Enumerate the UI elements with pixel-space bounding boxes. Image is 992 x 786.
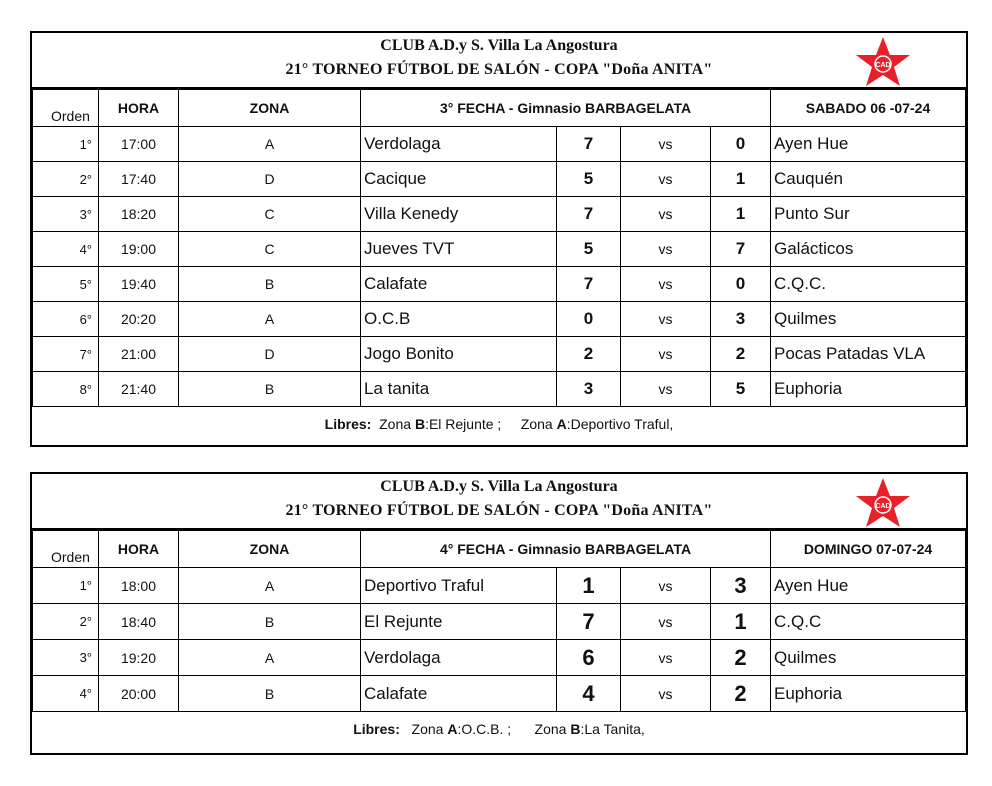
libres-team: :El Rejunte ;: [425, 416, 502, 432]
away-score: 3: [711, 302, 771, 337]
away-score: 2: [711, 337, 771, 372]
away-score: 2: [711, 676, 771, 712]
table-row: [33, 640, 966, 676]
match-orden: 4°: [33, 232, 99, 267]
home-team: La tanita: [361, 372, 557, 407]
home-team: Jogo Bonito: [361, 337, 557, 372]
libres-note: [32, 407, 966, 441]
club-star-logo-icon: [846, 35, 920, 89]
table-row: [33, 676, 966, 712]
match-zona: C: [179, 197, 361, 232]
match-orden: 8°: [33, 372, 99, 407]
home-score: 7: [557, 197, 621, 232]
match-zona: B: [179, 604, 361, 640]
libres-zone-prefix: Zona: [520, 416, 557, 432]
home-team: Cacique: [361, 162, 557, 197]
col-fecha: 3° FECHA - Gimnasio BARBAGELATA: [361, 90, 771, 127]
away-score: 5: [711, 372, 771, 407]
libres-zone-prefix: Zona: [534, 721, 571, 737]
home-score: 4: [557, 676, 621, 712]
vs-label: vs: [621, 568, 711, 604]
home-score: 0: [557, 302, 621, 337]
svg-text:CAD: CAD: [875, 503, 891, 510]
match-hora: 20:20: [99, 302, 179, 337]
col-orden: Orden: [33, 531, 99, 568]
table-row: [33, 267, 966, 302]
vs-label: vs: [621, 302, 711, 337]
away-score: 1: [711, 197, 771, 232]
away-score: 0: [711, 127, 771, 162]
match-hora: 20:00: [99, 676, 179, 712]
match-orden: 3°: [33, 640, 99, 676]
vs-label: vs: [621, 604, 711, 640]
libres-label: Libres:: [353, 721, 400, 737]
home-score: 6: [557, 640, 621, 676]
match-hora: 19:20: [99, 640, 179, 676]
fixture-header: [32, 33, 966, 89]
home-team: Jueves TVT: [361, 232, 557, 267]
home-score: 2: [557, 337, 621, 372]
away-team: Punto Sur: [771, 197, 966, 232]
match-zona: A: [179, 568, 361, 604]
vs-label: vs: [621, 267, 711, 302]
table-row: [33, 162, 966, 197]
home-score: 1: [557, 568, 621, 604]
table-row: [33, 302, 966, 337]
vs-label: vs: [621, 127, 711, 162]
home-score: 7: [557, 127, 621, 162]
match-hora: 18:00: [99, 568, 179, 604]
match-zona: A: [179, 640, 361, 676]
away-team: Quilmes: [771, 302, 966, 337]
libres-zone-letter: B: [414, 416, 426, 432]
table-row: [33, 604, 966, 640]
col-hora: HORA: [99, 90, 179, 127]
away-score: 1: [711, 162, 771, 197]
match-orden: 1°: [33, 127, 99, 162]
tournament-title: 21° TORNEO FÚTBOL DE SALÓN - COPA "Doña ANITA": [285, 502, 713, 519]
vs-label: vs: [621, 197, 711, 232]
vs-label: vs: [621, 640, 711, 676]
matches-table: [32, 89, 966, 407]
home-team: Deportivo Traful: [361, 568, 557, 604]
home-team: Calafate: [361, 676, 557, 712]
match-zona: C: [179, 232, 361, 267]
table-row: [33, 372, 966, 407]
svg-text:CAD: CAD: [875, 62, 891, 69]
home-score: 5: [557, 232, 621, 267]
away-team: Galácticos: [771, 232, 966, 267]
match-zona: A: [179, 302, 361, 337]
match-zona: D: [179, 337, 361, 372]
match-zona: A: [179, 127, 361, 162]
match-hora: 18:40: [99, 604, 179, 640]
match-hora: 17:00: [99, 127, 179, 162]
table-row: [33, 232, 966, 267]
home-team: Calafate: [361, 267, 557, 302]
away-team: Euphoria: [771, 372, 966, 407]
away-score: 2: [711, 640, 771, 676]
libres-zone-prefix: Zona: [411, 721, 448, 737]
home-score: 7: [557, 267, 621, 302]
vs-label: vs: [621, 232, 711, 267]
fixture-header: [32, 474, 966, 530]
vs-label: vs: [621, 337, 711, 372]
libres-team: :La Tanita,: [580, 721, 645, 737]
col-date: SABADO 06 -07-24: [771, 90, 966, 127]
home-team: El Rejunte: [361, 604, 557, 640]
away-team: Euphoria: [771, 676, 966, 712]
vs-label: vs: [621, 676, 711, 712]
match-orden: 6°: [33, 302, 99, 337]
home-team: O.C.B: [361, 302, 557, 337]
away-team: Ayen Hue: [771, 568, 966, 604]
away-score: 7: [711, 232, 771, 267]
home-score: 7: [557, 604, 621, 640]
fixture-4-fecha: [30, 472, 968, 755]
away-team: Cauquén: [771, 162, 966, 197]
libres-zone-letter: A: [556, 416, 567, 432]
table-row: [33, 197, 966, 232]
col-orden: Orden: [33, 90, 99, 127]
match-hora: 19:40: [99, 267, 179, 302]
col-zona: ZONA: [179, 90, 361, 127]
home-score: 3: [557, 372, 621, 407]
away-score: 0: [711, 267, 771, 302]
table-row: [33, 127, 966, 162]
away-team: Quilmes: [771, 640, 966, 676]
home-team: Verdolaga: [361, 127, 557, 162]
match-orden: 4°: [33, 676, 99, 712]
libres-team: :O.C.B. ;: [457, 721, 512, 737]
vs-label: vs: [621, 162, 711, 197]
away-team: C.Q.C: [771, 604, 966, 640]
home-score: 5: [557, 162, 621, 197]
match-zona: B: [179, 267, 361, 302]
match-orden: 2°: [33, 604, 99, 640]
match-hora: 17:40: [99, 162, 179, 197]
club-name: CLUB A.D.y S. Villa La Angostura: [380, 478, 618, 495]
libres-zone-letter: B: [570, 721, 581, 737]
home-team: Villa Kenedy: [361, 197, 557, 232]
away-team: C.Q.C.: [771, 267, 966, 302]
col-hora: HORA: [99, 531, 179, 568]
match-zona: D: [179, 162, 361, 197]
away-score: 3: [711, 568, 771, 604]
home-team: Verdolaga: [361, 640, 557, 676]
match-orden: 1°: [33, 568, 99, 604]
col-zona: ZONA: [179, 531, 361, 568]
match-orden: 5°: [33, 267, 99, 302]
away-score: 1: [711, 604, 771, 640]
match-hora: 21:00: [99, 337, 179, 372]
vs-label: vs: [621, 372, 711, 407]
col-date: DOMINGO 07-07-24: [771, 531, 966, 568]
match-orden: 3°: [33, 197, 99, 232]
table-row: [33, 568, 966, 604]
match-hora: 21:40: [99, 372, 179, 407]
match-zona: B: [179, 372, 361, 407]
tournament-title: 21° TORNEO FÚTBOL DE SALÓN - COPA "Doña ANITA": [285, 61, 713, 78]
match-orden: 7°: [33, 337, 99, 372]
col-fecha: 4° FECHA - Gimnasio BARBAGELATA: [361, 531, 771, 568]
club-name: CLUB A.D.y S. Villa La Angostura: [380, 37, 618, 54]
club-star-logo-icon: [846, 476, 920, 530]
match-orden: 2°: [33, 162, 99, 197]
libres-team: :Deportivo Traful,: [566, 416, 674, 432]
away-team: Ayen Hue: [771, 127, 966, 162]
libres-zone-prefix: Zona: [379, 416, 415, 432]
match-zona: B: [179, 676, 361, 712]
matches-table: [32, 530, 966, 712]
libres-zone-letter: A: [447, 721, 458, 737]
fixture-3-fecha: [30, 31, 968, 447]
libres-label: Libres:: [324, 416, 372, 432]
match-hora: 18:20: [99, 197, 179, 232]
table-header-row: [33, 90, 966, 127]
table-header-row: [33, 531, 966, 568]
table-row: [33, 337, 966, 372]
away-team: Pocas Patadas VLA: [771, 337, 966, 372]
match-hora: 19:00: [99, 232, 179, 267]
libres-note: [32, 712, 966, 746]
